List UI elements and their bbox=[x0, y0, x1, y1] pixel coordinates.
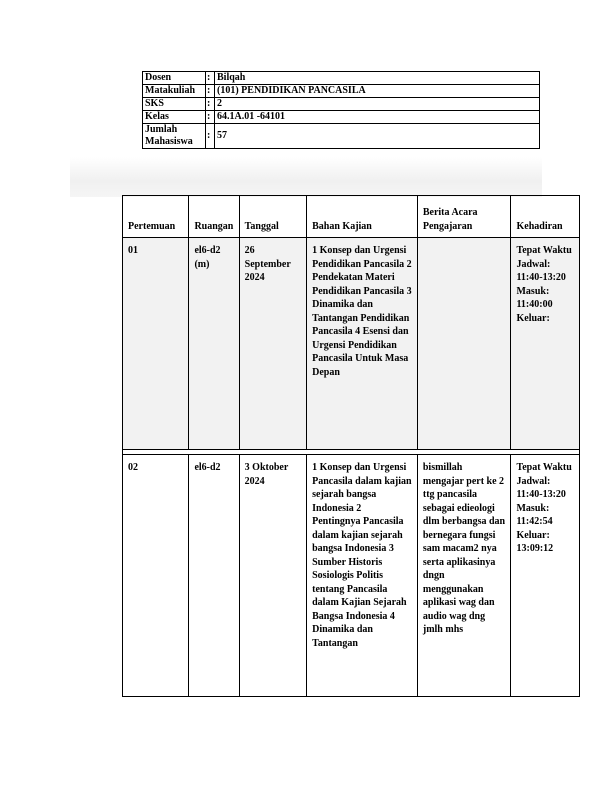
header-bahan-kajian: Bahan Kajian bbox=[307, 196, 418, 238]
info-separator: : bbox=[206, 124, 215, 149]
info-label: Kelas bbox=[143, 111, 206, 124]
info-row-jumlah bbox=[143, 124, 540, 149]
header-pertemuan: Pertemuan bbox=[123, 196, 189, 238]
cell-pertemuan: 02 bbox=[123, 455, 189, 697]
table-row bbox=[123, 455, 580, 697]
gray-band bbox=[70, 157, 542, 197]
header-kehadiran: Kehadiran bbox=[511, 196, 580, 238]
info-separator: : bbox=[206, 98, 215, 111]
table-header-row bbox=[123, 196, 580, 238]
cell-berita-acara: bismillah mengajar pert ke 2 ttg pancasila sebagai edieologi dlm berbangsa dan bernegara fungsi sam macam2 nya serta aplikasinya dngn menggunakan aplikasi wag dan audio wag dng jmlh mhs bbox=[417, 455, 511, 697]
header-ruangan: Ruangan bbox=[189, 196, 239, 238]
cell-tanggal: 26 September 2024 bbox=[239, 238, 306, 450]
info-value-jumlah: 57 bbox=[215, 124, 540, 149]
cell-kehadiran: Tepat Waktu Jadwal: 11:40-13:20 Masuk: 11:42:54 Keluar: 13:09:12 bbox=[511, 455, 580, 697]
info-label: Matakuliah bbox=[143, 85, 206, 98]
info-row-dosen bbox=[143, 72, 540, 85]
info-separator: : bbox=[206, 111, 215, 124]
cell-bahan-kajian: 1 Konsep dan Urgensi Pendidikan Pancasila 2 Pendekatan Materi Pendidikan Pancasila 3 Dinamika dan Tantangan Pendidikan Pancasila 4 Esensi dan Urgensi Pendidikan Pancasila Untuk Masa Depan bbox=[307, 238, 418, 450]
info-separator: : bbox=[206, 72, 215, 85]
cell-ruangan: el6-d2 bbox=[189, 455, 239, 697]
info-value-dosen: Bilqah bbox=[215, 72, 540, 85]
attendance-table bbox=[122, 195, 580, 697]
info-row-sks bbox=[143, 98, 540, 111]
cell-ruangan: el6-d2 (m) bbox=[189, 238, 239, 450]
info-label: Jumlah Mahasiswa bbox=[143, 124, 206, 149]
header-berita-acara: Berita Acara Pengajaran bbox=[417, 196, 511, 238]
course-info-table bbox=[142, 71, 540, 149]
header-tanggal: Tanggal bbox=[239, 196, 306, 238]
info-value-matakuliah: (101) PENDIDIKAN PANCASILA bbox=[215, 85, 540, 98]
cell-tanggal: 3 Oktober 2024 bbox=[239, 455, 306, 697]
info-label: SKS bbox=[143, 98, 206, 111]
info-row-matakuliah bbox=[143, 85, 540, 98]
info-value-kelas: 64.1A.01 -64101 bbox=[215, 111, 540, 124]
info-row-kelas bbox=[143, 111, 540, 124]
info-value-sks: 2 bbox=[215, 98, 540, 111]
cell-pertemuan: 01 bbox=[123, 238, 189, 450]
info-separator: : bbox=[206, 85, 215, 98]
cell-bahan-kajian: 1 Konsep dan Urgensi Pancasila dalam kajian sejarah bangsa Indonesia 2 Pentingnya Pancasila dalam kajian sejarah bangsa Indonesia 3 Sumber Historis Sosiologis Politis tentang Pancasila dalam Kajian Sejarah Bangsa Indonesia 4 Dinamika dan Tantangan bbox=[307, 455, 418, 697]
cell-berita-acara bbox=[417, 238, 511, 450]
cell-kehadiran: Tepat Waktu Jadwal: 11:40-13:20 Masuk: 11:40:00 Keluar: bbox=[511, 238, 580, 450]
info-label: Dosen bbox=[143, 72, 206, 85]
table-row bbox=[123, 238, 580, 450]
